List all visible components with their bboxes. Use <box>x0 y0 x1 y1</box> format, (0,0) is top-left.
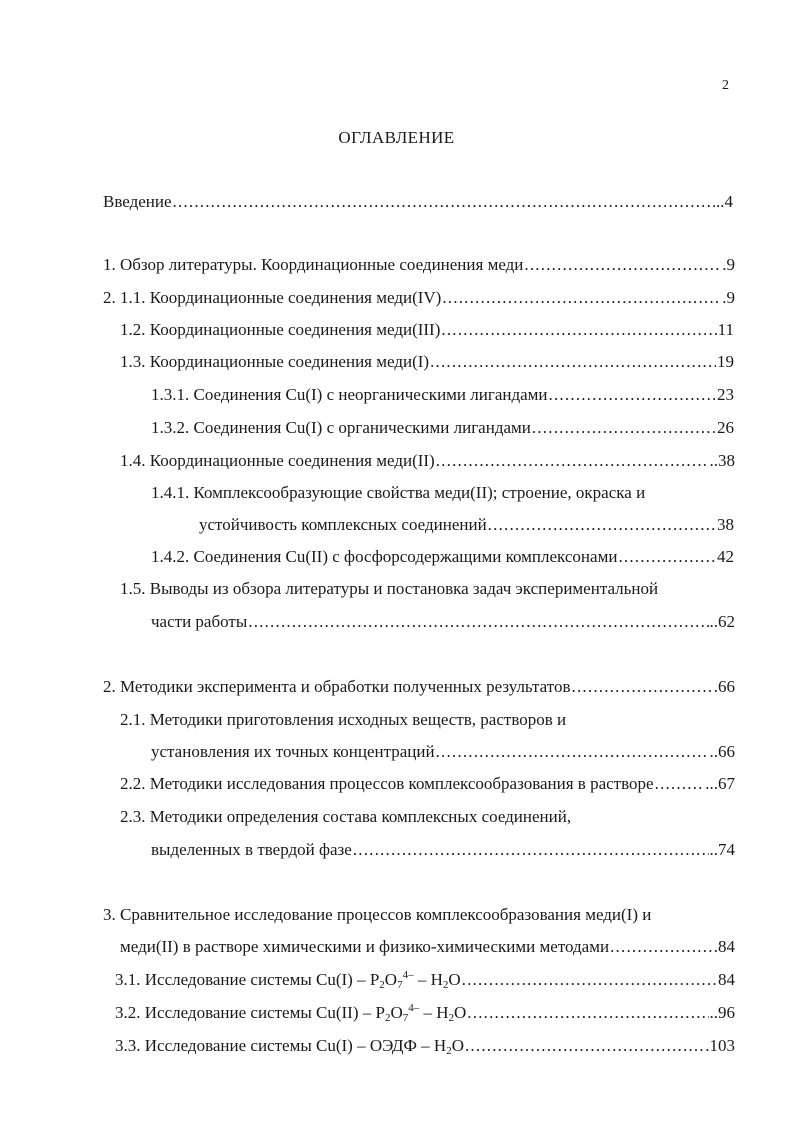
toc-entry-text: 1.3.1. Соединения Cu(I) с неорганическими лигандами <box>151 385 548 404</box>
dot-leader <box>465 1034 704 1058</box>
toc-entry-1-4-1-line1[interactable] <box>151 481 734 505</box>
toc-entry-2-3-line1[interactable] <box>120 805 734 829</box>
toc-entry-text: части работы <box>151 612 248 631</box>
toc-entry-intro[interactable] <box>103 190 733 214</box>
toc-entry-1-4-2[interactable] <box>151 545 734 569</box>
toc-entry-text: 1.4.1. Комплексообразующие свойства меди(II); строение, окраска и <box>151 483 646 502</box>
toc-entry-page: .9 <box>722 288 735 307</box>
toc-entry-page: 19 <box>717 352 734 371</box>
toc-entry-text: 1.4.2. Соединения Cu(II) с фосфорсодержащими комплексонами <box>151 547 618 566</box>
toc-entry-text: 1.4. Координационные соединения меди(II) <box>120 451 435 470</box>
dot-leader <box>549 383 716 407</box>
dot-leader <box>353 838 709 862</box>
toc-entry-1-4[interactable] <box>120 449 735 473</box>
dot-leader <box>441 318 716 342</box>
toc-entry-1-5-line1[interactable] <box>120 577 735 601</box>
dot-leader <box>572 675 713 699</box>
toc-entry-text: меди(II) в растворе химическими и физико-химическими методами <box>120 937 610 956</box>
toc-entry-1-3-2[interactable] <box>151 416 734 440</box>
dot-leader <box>618 545 716 569</box>
toc-entry-page: ...67 <box>705 774 735 793</box>
dot-leader <box>532 416 716 440</box>
toc-entry-1-3[interactable] <box>120 350 734 374</box>
toc-entry-page: 84 <box>718 970 735 989</box>
toc-entry-text: Введение <box>103 192 172 211</box>
toc-entry-1-1[interactable] <box>103 286 735 310</box>
toc-entry-3-line2[interactable] <box>120 935 735 959</box>
dot-leader <box>462 968 717 992</box>
dot-leader <box>436 740 709 764</box>
toc-entry-text: 3.2. Исследование системы $Cu(II) - P_2O_7^{4-} - H_2O$ <box>115 1002 467 1024</box>
dot-leader <box>442 286 721 310</box>
toc-entry-2-3-line2[interactable] <box>151 838 735 862</box>
toc-entry-text: 2.3. Методики определения состава комплексных соединений, <box>120 807 572 826</box>
toc-entry-page: 38 <box>717 515 734 534</box>
toc-entry-page: .66 <box>713 677 735 696</box>
dot-leader <box>430 350 716 374</box>
dot-leader <box>467 1001 708 1025</box>
toc-entry-page: 11 <box>717 320 734 339</box>
toc-entry-text: 3.3. Исследование системы Cu(I) – ОЭДФ – $H_2O$ <box>115 1036 464 1057</box>
toc-entry-page: ..38 <box>709 451 735 470</box>
toc-entry-3-line1[interactable] <box>103 903 735 927</box>
toc-entry-1-5-line2[interactable] <box>151 610 735 634</box>
page-number: 2 <box>722 78 729 93</box>
toc-entry-text: 3. Сравнительное исследование процессов комплексообразования меди(I) и <box>103 905 652 924</box>
toc-entry-text: 2. 1.1. Координационные соединения меди(IV) <box>103 288 442 307</box>
toc-entry-text: 1.3.2. Соединения Cu(I) с органическими лигандами <box>151 418 531 437</box>
page-title: ОГЛАВЛЕНИЕ <box>338 128 455 147</box>
toc-entry-page: .9 <box>722 255 735 274</box>
dot-leader <box>436 449 709 473</box>
toc-entry-page: 26 <box>717 418 734 437</box>
toc-entry-page: ..74 <box>709 840 735 859</box>
toc-entry-1-2[interactable] <box>120 318 734 342</box>
dot-leader <box>655 772 705 796</box>
toc-entry-page: 42 <box>717 547 734 566</box>
toc-entry-page: ..66 <box>709 742 735 761</box>
toc-entry-3-2[interactable] <box>115 1001 735 1025</box>
toc-entry-text: выделенных в твердой фазе <box>151 840 352 859</box>
dot-leader <box>248 610 708 634</box>
toc-entry-text: 3.1. Исследование системы $Cu(I) - P_2O_7^{4-} - H_2O$ <box>115 969 461 991</box>
toc-entry-page: ..96 <box>709 1003 735 1022</box>
dot-leader <box>524 253 721 277</box>
toc-entry-page: .103 <box>705 1036 735 1055</box>
dot-leader <box>173 190 715 214</box>
toc-entry-text: 1.2. Координационные соединения меди(III) <box>120 320 441 339</box>
toc-entry-3-3[interactable] <box>115 1034 735 1058</box>
toc-entry-2[interactable] <box>103 675 735 699</box>
toc-entry-1[interactable] <box>103 253 735 277</box>
toc-entry-2-1-line2[interactable] <box>151 740 735 764</box>
dot-leader <box>488 513 716 537</box>
toc-entry-text: 1.5. Выводы из обзора литературы и постановка задач экспериментальной <box>120 579 659 598</box>
toc-entry-1-3-1[interactable] <box>151 383 734 407</box>
toc-entry-page: .84 <box>713 937 735 956</box>
toc-entry-text: 2. Методики эксперимента и обработки полученных результатов <box>103 677 571 696</box>
toc-entry-text: 2.1. Методики приготовления исходных веществ, растворов и <box>120 710 567 729</box>
toc-entry-text: установления их точных концентраций <box>151 742 435 761</box>
toc-entry-page: 23 <box>717 385 734 404</box>
toc-entry-text: 1.3. Координационные соединения меди(I) <box>120 352 430 371</box>
toc-entry-2-2[interactable] <box>120 772 735 796</box>
toc-entry-page: ..62 <box>709 612 735 631</box>
toc-entry-text: 1. Обзор литературы. Координационные соединения меди <box>103 255 524 274</box>
toc-entry-page: ..4 <box>716 192 733 211</box>
toc-entry-1-4-1-line2[interactable] <box>199 513 734 537</box>
dot-leader <box>610 935 713 959</box>
toc-entry-text: 2.2. Методики исследования процессов комплексообразования в растворе <box>120 774 654 793</box>
toc-entry-text: устойчивость комплексных соединений <box>199 515 487 534</box>
toc-entry-3-1[interactable] <box>115 968 735 992</box>
toc-entry-2-1-line1[interactable] <box>120 708 734 732</box>
